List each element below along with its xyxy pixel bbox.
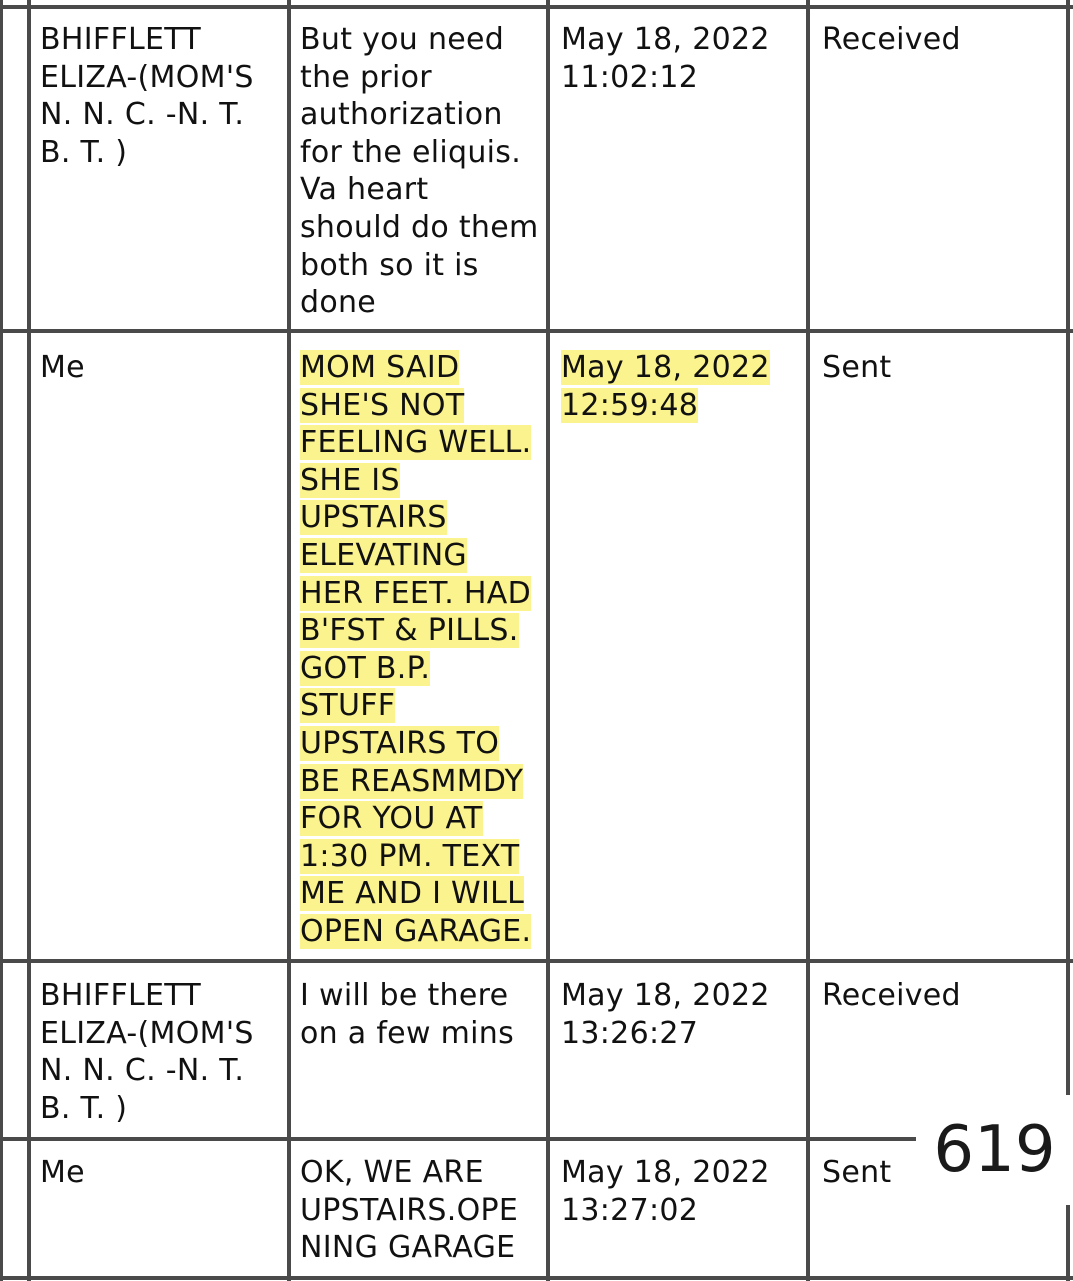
column-divider-date	[546, 0, 550, 1281]
message-line: FOR YOU AT	[300, 801, 483, 837]
message-line: NING GARAGE	[300, 1230, 516, 1266]
date-text: May 18, 2022	[561, 1155, 770, 1190]
row-3-timestamp	[561, 977, 770, 1052]
contact-line: N. N. C. -N. T.	[40, 1053, 245, 1089]
row-1-status	[822, 21, 961, 59]
column-divider-contact	[27, 0, 31, 1281]
row-1-timestamp	[561, 21, 770, 96]
message-line: UPSTAIRS TO	[300, 725, 500, 761]
contact-line: ELIZA-(MOM'S	[40, 59, 254, 95]
status-text: Sent	[822, 350, 892, 385]
message-line: ELEVATING	[300, 537, 467, 573]
status-text: Received	[822, 978, 961, 1013]
date-text: May 18, 2022	[561, 22, 770, 57]
message-line: SHE'S NOT	[300, 387, 465, 423]
message-line: on a few mins	[300, 1015, 515, 1051]
message-line: HER FEET. HAD	[300, 575, 531, 611]
contact-line: BHIFFLETT	[40, 22, 201, 57]
column-divider-message	[287, 0, 291, 1281]
message-line: BE REASMMDY	[300, 763, 524, 799]
row-3-contact	[40, 977, 254, 1127]
time-text: 11:02:12	[561, 59, 699, 95]
message-line: UPSTAIRS.OPE	[300, 1192, 519, 1228]
table-border-left	[0, 0, 3, 1281]
row-divider-1	[0, 329, 1073, 333]
message-line: I will be there	[300, 978, 509, 1013]
column-divider-right	[1066, 0, 1070, 1281]
row-1-contact	[40, 21, 254, 171]
message-line: done	[300, 285, 377, 321]
message-line: Va heart	[300, 172, 429, 208]
status-text: Sent	[822, 1155, 892, 1190]
row-divider-bottom	[0, 1276, 1073, 1280]
message-line: OPEN GARAGE.	[300, 913, 532, 949]
row-2-status	[822, 349, 891, 387]
contact-line: Me	[40, 1155, 85, 1190]
page-number: 619	[916, 1095, 1073, 1205]
message-line: 1:30 PM. TEXT	[300, 838, 520, 874]
row-3-status	[822, 977, 961, 1015]
contact-line: ELIZA-(MOM'S	[40, 1015, 254, 1051]
contact-line: B. T. )	[40, 134, 128, 170]
message-line: ME AND I WILL	[300, 876, 525, 912]
message-line: should do them	[300, 209, 539, 245]
message-line: MOM SAID	[300, 350, 460, 385]
row-4-contact	[40, 1154, 85, 1192]
contact-line: BHIFFLETT	[40, 978, 201, 1013]
date-text: May 18, 2022	[561, 978, 770, 1013]
row-divider-3	[0, 1137, 1073, 1141]
message-line: But you need	[300, 22, 505, 57]
row-2-timestamp-highlighted	[561, 349, 770, 424]
row-2-message-highlighted	[300, 349, 531, 951]
time-text: 13:27:02	[561, 1192, 699, 1228]
message-line: UPSTAIRS	[300, 500, 447, 536]
contact-line: N. N. C. -N. T.	[40, 97, 245, 133]
message-line: OK, WE ARE	[300, 1155, 484, 1190]
row-divider-2	[0, 959, 1073, 963]
message-line: B'FST & PILLS.	[300, 613, 519, 649]
row-4-message	[300, 1154, 518, 1267]
row-4-status	[822, 1154, 891, 1192]
row-4-timestamp	[561, 1154, 770, 1229]
contact-line: Me	[40, 350, 85, 385]
message-line: GOT B.P.	[300, 650, 431, 686]
message-line: both so it is	[300, 247, 479, 283]
message-line: for the eliquis.	[300, 134, 522, 170]
status-text: Received	[822, 22, 961, 57]
message-line: authorization	[300, 97, 503, 133]
contact-line: B. T. )	[40, 1090, 128, 1126]
time-text: 13:26:27	[561, 1015, 699, 1051]
message-line: the prior	[300, 59, 432, 95]
column-divider-status	[806, 0, 810, 1281]
date-text: May 18, 2022	[561, 350, 770, 385]
message-line: FEELING WELL.	[300, 425, 532, 461]
row-divider-top	[0, 5, 1073, 9]
message-line: SHE IS	[300, 462, 400, 498]
row-1-message	[300, 21, 539, 322]
row-2-contact	[40, 349, 85, 387]
time-text: 12:59:48	[561, 387, 699, 423]
message-line: STUFF	[300, 688, 396, 724]
row-3-message	[300, 977, 514, 1052]
